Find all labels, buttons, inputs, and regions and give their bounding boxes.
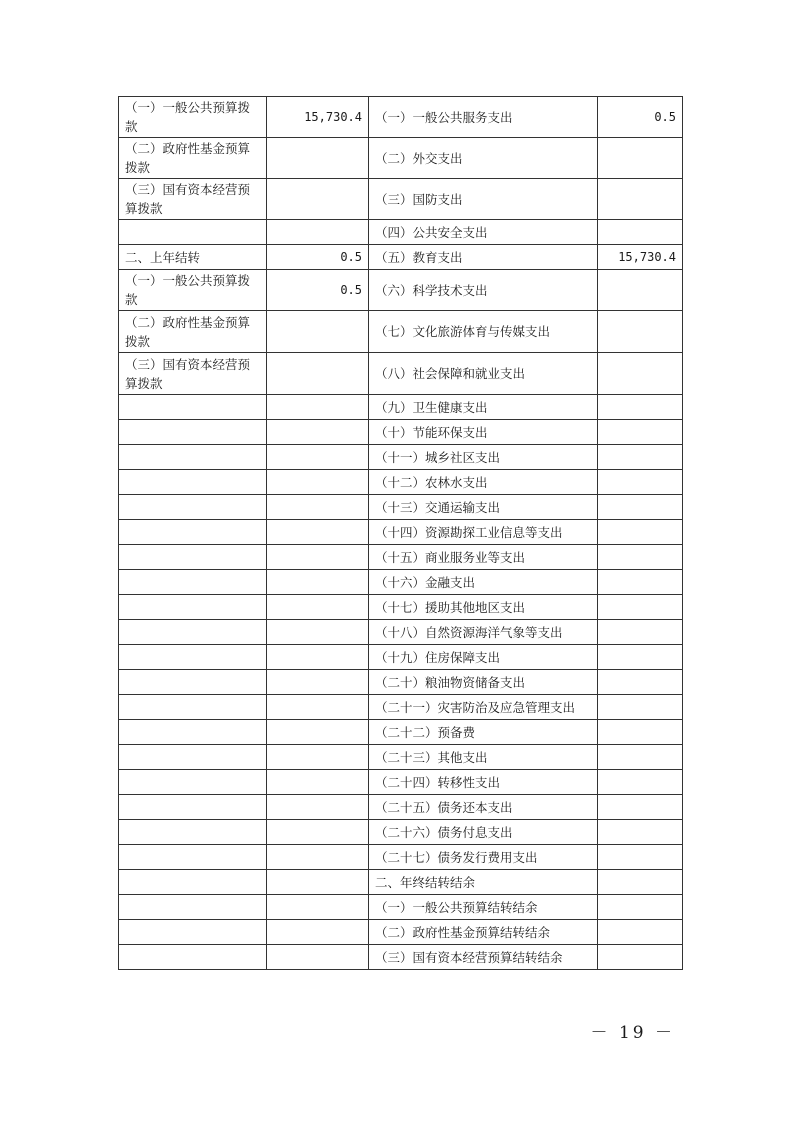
- expense-item-cell: （二十五）债务还本支出: [369, 795, 598, 820]
- table-row: [119, 520, 683, 545]
- expense-amount-cell: [598, 595, 683, 620]
- table-row: [119, 97, 683, 138]
- page-number: － 19 －: [590, 1023, 675, 1043]
- expense-amount-cell: [598, 620, 683, 645]
- expense-amount-cell: [598, 495, 683, 520]
- income-amount-cell: [267, 670, 369, 695]
- table-row: [119, 795, 683, 820]
- income-amount-cell: [267, 895, 369, 920]
- table-row: [119, 220, 683, 245]
- expense-item-cell: 二、年终结转结余: [369, 870, 598, 895]
- income-amount-cell: [267, 220, 369, 245]
- expense-item-cell: （二十七）债务发行费用支出: [369, 845, 598, 870]
- expense-item-cell: （十四）资源勘探工业信息等支出: [369, 520, 598, 545]
- income-amount-cell: [267, 420, 369, 445]
- table-row: [119, 470, 683, 495]
- income-amount-cell: [267, 645, 369, 670]
- income-amount-cell: [267, 820, 369, 845]
- income-item-cell: [119, 520, 267, 545]
- income-item-cell: （二）政府性基金预算拨款: [119, 311, 267, 353]
- income-item-cell: [119, 670, 267, 695]
- table-row: [119, 570, 683, 595]
- expense-item-cell: （十七）援助其他地区支出: [369, 595, 598, 620]
- table-row: [119, 395, 683, 420]
- income-item-cell: （一）一般公共预算拨款: [119, 270, 267, 311]
- expense-item-cell: （二）外交支出: [369, 138, 598, 179]
- income-item-cell: [119, 870, 267, 895]
- expense-amount-cell: [598, 138, 683, 179]
- income-item-cell: [119, 445, 267, 470]
- table-row: [119, 420, 683, 445]
- table-row: [119, 353, 683, 395]
- income-amount-cell: [267, 311, 369, 353]
- income-item-cell: [119, 570, 267, 595]
- expense-item-cell: （四）公共安全支出: [369, 220, 598, 245]
- expense-amount-cell: [598, 670, 683, 695]
- expense-amount-cell: [598, 353, 683, 395]
- expense-amount-cell: [598, 220, 683, 245]
- expense-amount-cell: [598, 645, 683, 670]
- expense-amount-cell: [598, 945, 683, 970]
- expense-amount-cell: [598, 520, 683, 545]
- expense-amount-cell: [598, 311, 683, 353]
- table-row: [119, 495, 683, 520]
- income-item-cell: （一）一般公共预算拨款: [119, 97, 267, 138]
- income-amount-cell: [267, 795, 369, 820]
- expense-item-cell: （十九）住房保障支出: [369, 645, 598, 670]
- expense-amount-cell: 15,730.4: [598, 245, 683, 270]
- table-row: [119, 179, 683, 220]
- expense-item-cell: （二十三）其他支出: [369, 745, 598, 770]
- expense-amount-cell: 0.5: [598, 97, 683, 138]
- income-item-cell: [119, 720, 267, 745]
- expense-amount-cell: [598, 720, 683, 745]
- income-amount-cell: [267, 353, 369, 395]
- expense-amount-cell: [598, 820, 683, 845]
- income-amount-cell: [267, 470, 369, 495]
- income-amount-cell: [267, 138, 369, 179]
- expense-item-cell: （二十）粮油物资储备支出: [369, 670, 598, 695]
- income-amount-cell: [267, 495, 369, 520]
- income-item-cell: [119, 745, 267, 770]
- expense-amount-cell: [598, 745, 683, 770]
- budget-table-body: [119, 97, 683, 970]
- income-item-cell: [119, 220, 267, 245]
- expense-amount-cell: [598, 270, 683, 311]
- expense-item-cell: （六）科学技术支出: [369, 270, 598, 311]
- income-item-cell: [119, 695, 267, 720]
- income-amount-cell: [267, 179, 369, 220]
- income-amount-cell: [267, 745, 369, 770]
- expense-item-cell: （七）文化旅游体育与传媒支出: [369, 311, 598, 353]
- expense-amount-cell: [598, 179, 683, 220]
- income-item-cell: [119, 545, 267, 570]
- expense-amount-cell: [598, 845, 683, 870]
- income-item-cell: [119, 895, 267, 920]
- income-amount-cell: [267, 870, 369, 895]
- income-amount-cell: [267, 445, 369, 470]
- income-amount-cell: 0.5: [267, 270, 369, 311]
- income-amount-cell: [267, 845, 369, 870]
- expense-item-cell: （一）一般公共预算结转结余: [369, 895, 598, 920]
- expense-amount-cell: [598, 870, 683, 895]
- expense-amount-cell: [598, 770, 683, 795]
- budget-table: [118, 96, 683, 970]
- income-item-cell: [119, 395, 267, 420]
- income-item-cell: （三）国有资本经营预算拨款: [119, 353, 267, 395]
- income-amount-cell: [267, 620, 369, 645]
- expense-item-cell: （二）政府性基金预算结转结余: [369, 920, 598, 945]
- income-item-cell: [119, 470, 267, 495]
- table-row: [119, 645, 683, 670]
- expense-amount-cell: [598, 570, 683, 595]
- table-row: [119, 138, 683, 179]
- income-item-cell: [119, 795, 267, 820]
- expense-item-cell: （十二）农林水支出: [369, 470, 598, 495]
- expense-item-cell: （十六）金融支出: [369, 570, 598, 595]
- income-item-cell: [119, 820, 267, 845]
- expense-amount-cell: [598, 920, 683, 945]
- table-row: [119, 845, 683, 870]
- expense-item-cell: （一）一般公共服务支出: [369, 97, 598, 138]
- expense-item-cell: （五）教育支出: [369, 245, 598, 270]
- expense-amount-cell: [598, 895, 683, 920]
- income-item-cell: [119, 645, 267, 670]
- table-row: [119, 270, 683, 311]
- expense-item-cell: （九）卫生健康支出: [369, 395, 598, 420]
- table-row: [119, 770, 683, 795]
- expense-item-cell: （二十六）债务付息支出: [369, 820, 598, 845]
- table-row: [119, 870, 683, 895]
- table-row: [119, 670, 683, 695]
- expense-item-cell: （三）国防支出: [369, 179, 598, 220]
- expense-item-cell: （二十一）灾害防治及应急管理支出: [369, 695, 598, 720]
- income-amount-cell: [267, 570, 369, 595]
- income-amount-cell: [267, 545, 369, 570]
- income-item-cell: [119, 620, 267, 645]
- income-item-cell: [119, 945, 267, 970]
- table-row: [119, 820, 683, 845]
- expense-amount-cell: [598, 470, 683, 495]
- income-amount-cell: [267, 695, 369, 720]
- table-row: [119, 311, 683, 353]
- income-amount-cell: [267, 595, 369, 620]
- expense-item-cell: （十八）自然资源海洋气象等支出: [369, 620, 598, 645]
- income-item-cell: [119, 920, 267, 945]
- table-row: [119, 695, 683, 720]
- table-row: [119, 445, 683, 470]
- table-row: [119, 745, 683, 770]
- expense-item-cell: （十三）交通运输支出: [369, 495, 598, 520]
- expense-item-cell: （二十四）转移性支出: [369, 770, 598, 795]
- expense-item-cell: （十一）城乡社区支出: [369, 445, 598, 470]
- income-amount-cell: 15,730.4: [267, 97, 369, 138]
- income-amount-cell: [267, 395, 369, 420]
- income-item-cell: [119, 845, 267, 870]
- income-amount-cell: [267, 720, 369, 745]
- income-item-cell: （三）国有资本经营预算拨款: [119, 179, 267, 220]
- expense-item-cell: （十）节能环保支出: [369, 420, 598, 445]
- expense-amount-cell: [598, 695, 683, 720]
- expense-amount-cell: [598, 395, 683, 420]
- income-amount-cell: [267, 920, 369, 945]
- table-row: [119, 595, 683, 620]
- income-item-cell: [119, 770, 267, 795]
- income-amount-cell: 0.5: [267, 245, 369, 270]
- table-row: [119, 720, 683, 745]
- income-item-cell: （二）政府性基金预算拨款: [119, 138, 267, 179]
- income-item-cell: [119, 595, 267, 620]
- expense-amount-cell: [598, 795, 683, 820]
- expense-item-cell: （十五）商业服务业等支出: [369, 545, 598, 570]
- income-item-cell: [119, 495, 267, 520]
- expense-amount-cell: [598, 545, 683, 570]
- table-row: [119, 945, 683, 970]
- expense-amount-cell: [598, 420, 683, 445]
- expense-amount-cell: [598, 445, 683, 470]
- table-row: [119, 620, 683, 645]
- income-amount-cell: [267, 770, 369, 795]
- expense-item-cell: （八）社会保障和就业支出: [369, 353, 598, 395]
- table-row: [119, 920, 683, 945]
- income-amount-cell: [267, 520, 369, 545]
- table-row: [119, 895, 683, 920]
- income-item-cell: [119, 420, 267, 445]
- income-amount-cell: [267, 945, 369, 970]
- table-row: [119, 545, 683, 570]
- income-item-cell: 二、上年结转: [119, 245, 267, 270]
- expense-item-cell: （三）国有资本经营预算结转结余: [369, 945, 598, 970]
- expense-item-cell: （二十二）预备费: [369, 720, 598, 745]
- table-row: [119, 245, 683, 270]
